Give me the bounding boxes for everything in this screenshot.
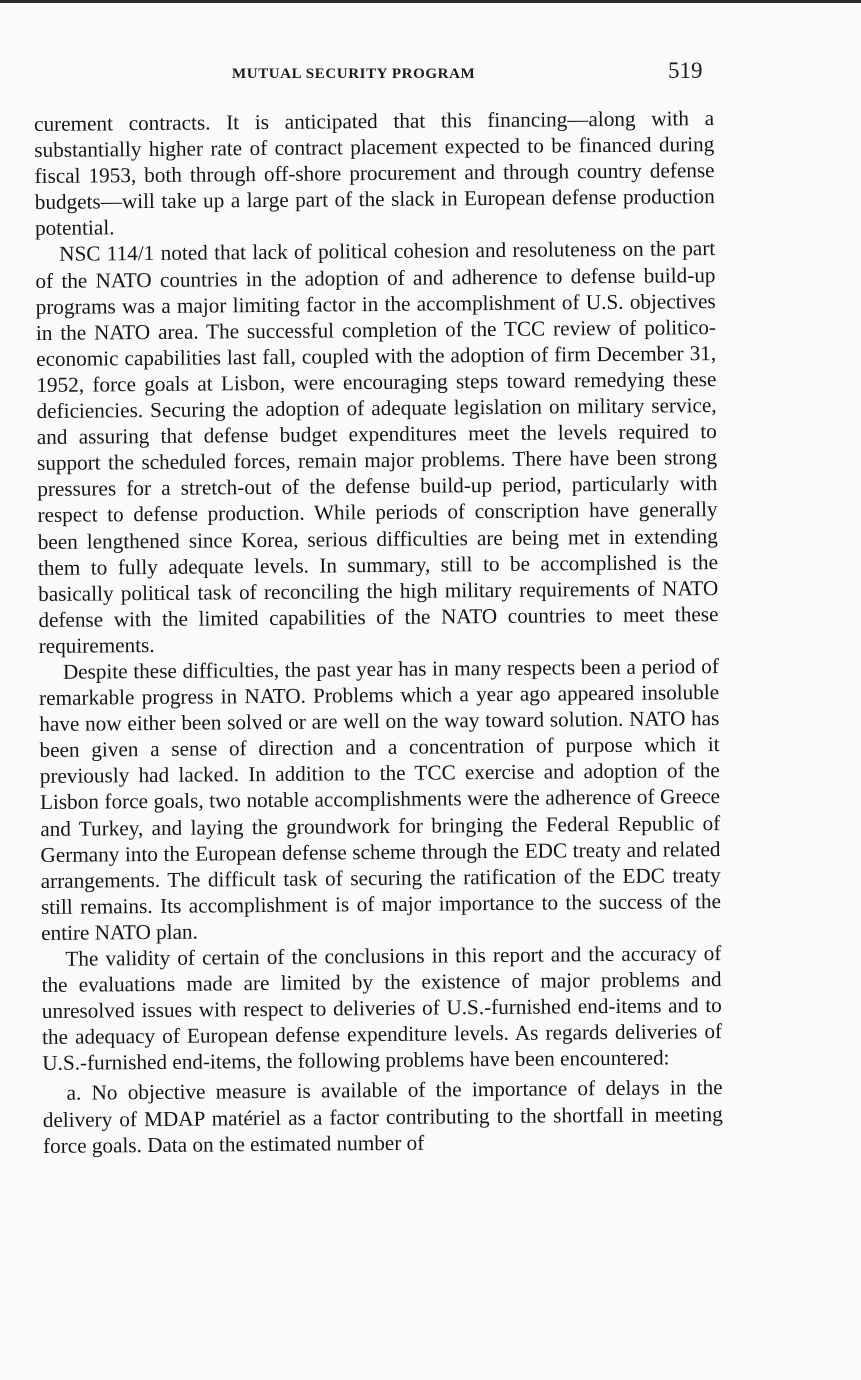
body-text bbox=[34, 105, 723, 1159]
paragraph-validity: The validity of certain of the conclusions in this report and the accuracy of the evaluations made are limited by the existence of major problems and unresolved issues with respect to deliveries of U.S.-furnished end-items and to the adequacy of European defense expenditure levels. As regards deliveries of U.S.-furnished end-items, the following problems have been encountered: bbox=[41, 941, 723, 1076]
paragraph-item-a: a. No objective measure is available of the importance of delays in the delivery of MDAP matériel as a factor contributing to the shortfall in meeting force goals. Data on the estimated number of bbox=[42, 1075, 723, 1158]
paragraph-progress: Despite these difficulties, the past year has in many respects been a period of remarkable progress in NATO. Problems which a year ago appeared insoluble have now either been solved or are well on the way toward solution. NATO has been given a sense of direction and a concentration of purpose which it previously had lacked. In addition to the TCC exercise and adoption of the Lisbon force goals, two notable accomplishments were the adherence of Greece and Turkey, and laying the groundwork for bringing the Federal Republic of Germany into the European defense scheme through the EDC treaty and related arrangements. The difficult task of securing the ratification of the EDC treaty still remains. Its accomplishment is of major importance to the success of the entire NATO plan. bbox=[39, 654, 722, 945]
paragraph-nsc-114: NSC 114/1 noted that lack of political cohesion and resoluteness on the part of the NATO countries in the adoption of and adherence to defense build-up programs was a major limiting factor in the accomplishment of U.S. objectives in the NATO area. The successful completion of the TCC review of politico-economic capabilities last fall, coupled with the adoption of firm December 31, 1952, force goals at Lisbon, were encouraging steps toward remedying these deficiencies. Securing the adoption of adequate legislation on military service, and assuring that defense budget expenditures meet the levels required to support the scheduled forces, remain major problems. There have been strong pressures for a stretch-out of the defense build-up period, particularly with respect to defense production. While periods of conscription have generally been lengthened since Korea, serious difficulties are being met in extending them to fully adequate levels. In summary, still to be accomplished is the basically political task of reconciling the high military requirements of NATO defense with the limited capabilities of the NATO countries to meet these requirements. bbox=[35, 236, 719, 658]
running-head: MUTUAL SECURITY PROGRAM bbox=[232, 66, 476, 82]
page-number: 519 bbox=[668, 58, 703, 83]
paragraph-continued: curement contracts. It is anticipated that this financing—along with a substantially higher rate of contract placement expected to be financed during fiscal 1953, both through off-shore procurement and through country defense budgets—will take up a large part of the slack in European defense production potential. bbox=[34, 106, 715, 241]
top-edge-rule bbox=[0, 0, 861, 3]
